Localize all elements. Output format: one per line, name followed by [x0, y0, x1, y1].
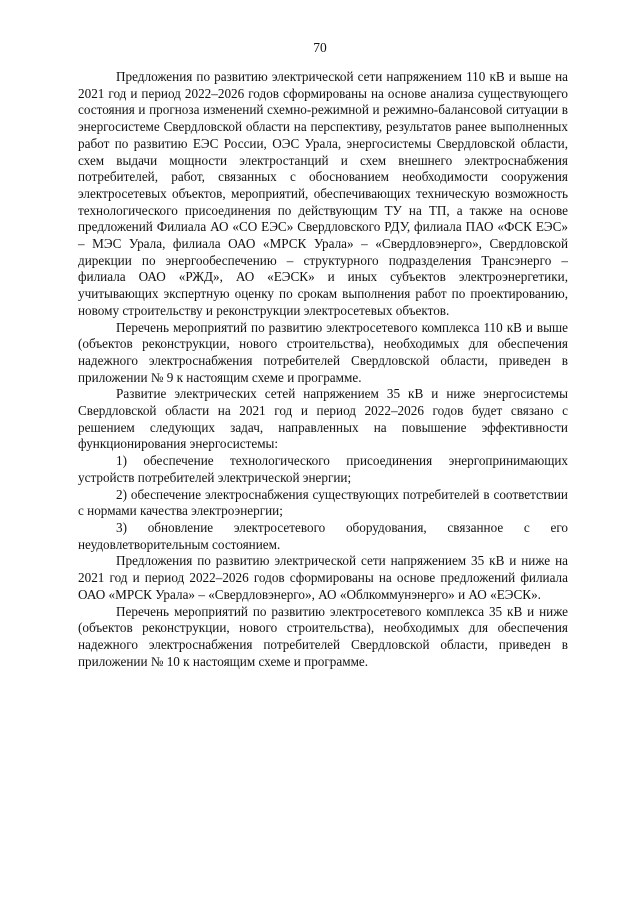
list-item-1: 1) обеспечение технологического присоединения энергопринимающих устройств потребителей электрической энергии; — [78, 453, 568, 485]
paragraph-list-110kv: Перечень мероприятий по развитию электросетевого комплекса 110 кВ и выше (объектов реконструкции, нового строительства), необходимых для обеспечения надежного электроснабжения потребителей Свердловской области, приведен в приложении № 9 к настоящим схеме и программе. — [78, 319, 568, 385]
document-body — [78, 69, 568, 670]
paragraph-list-35kv: Перечень мероприятий по развитию электросетевого комплекса 35 кВ и ниже (объектов реконструкции, нового строительства), необходимых для обеспечения надежного электроснабжения потребителей Свердловской области, приведен в приложении № 10 к настоящим схеме и программе. — [78, 603, 568, 669]
list-item-2: 2) обеспечение электроснабжения существующих потребителей в соответствии с нормами качества электроэнергии; — [78, 486, 568, 519]
paragraph-proposals-110kv: Предложения по развитию электрической сети напряжением 110 кВ и выше на 2021 год и период 2022–2026 годов сформированы на основе анализа существующего состояния и прогноза изменений схемно-режимной и режимно-балансовой ситуации в энергосистеме Свердловской области на перспективу, результатов ранее выполненных работ по развитию ЕЭС России, ОЭС Урала, энергосистемы Свердловской области, схем выдачи мощности электростанций и схем внешнего электроснабжения потребителей, работ, связанных с обоснованием необходимости сооружения электросетевых объектов, мероприятий, обеспечивающих техническую возможность технологического присоединения по действующим ТУ на ТП, а также на основе предложений Филиала АО «СО ЕЭС» Свердловского РДУ, филиала ПАО «ФСК ЕЭС» – МЭС Урала, филиала ОАО «МРСК Урала» – «Свердловэнерго», Свердловской дирекции по энергообеспечению – структурного подразделения Трансэнерго – филиала ОАО «РЖД», АО «ЕЭСК» и иных субъектов электроэнергетики, учитывающих экспертную оценку по срокам выполнения работ по проектированию, новому строительству и реконструкции электросетевых объектов. — [78, 69, 568, 318]
page-number: 70 — [313, 40, 327, 55]
paragraph-development-35kv: Развитие электрических сетей напряжением 35 кВ и ниже энергосистемы Свердловской области на 2021 год и период 2022–2026 годов будет связано с решением следующих задач, направленных на повышение эффективности функционирования энергосистемы: — [78, 386, 568, 452]
paragraph-proposals-35kv: Предложения по развитию электрической сети напряжением 35 кВ и ниже на 2021 год и период 2022–2026 годов сформированы на основе предложений филиала ОАО «МРСК Урала» – «Свердловэнерго», АО «Облкоммунэнерго» и АО «ЕЭСК». — [78, 553, 568, 602]
list-item-3: 3) обновление электросетевого оборудования, связанное с его неудовлетворительным состоянием. — [78, 519, 568, 552]
